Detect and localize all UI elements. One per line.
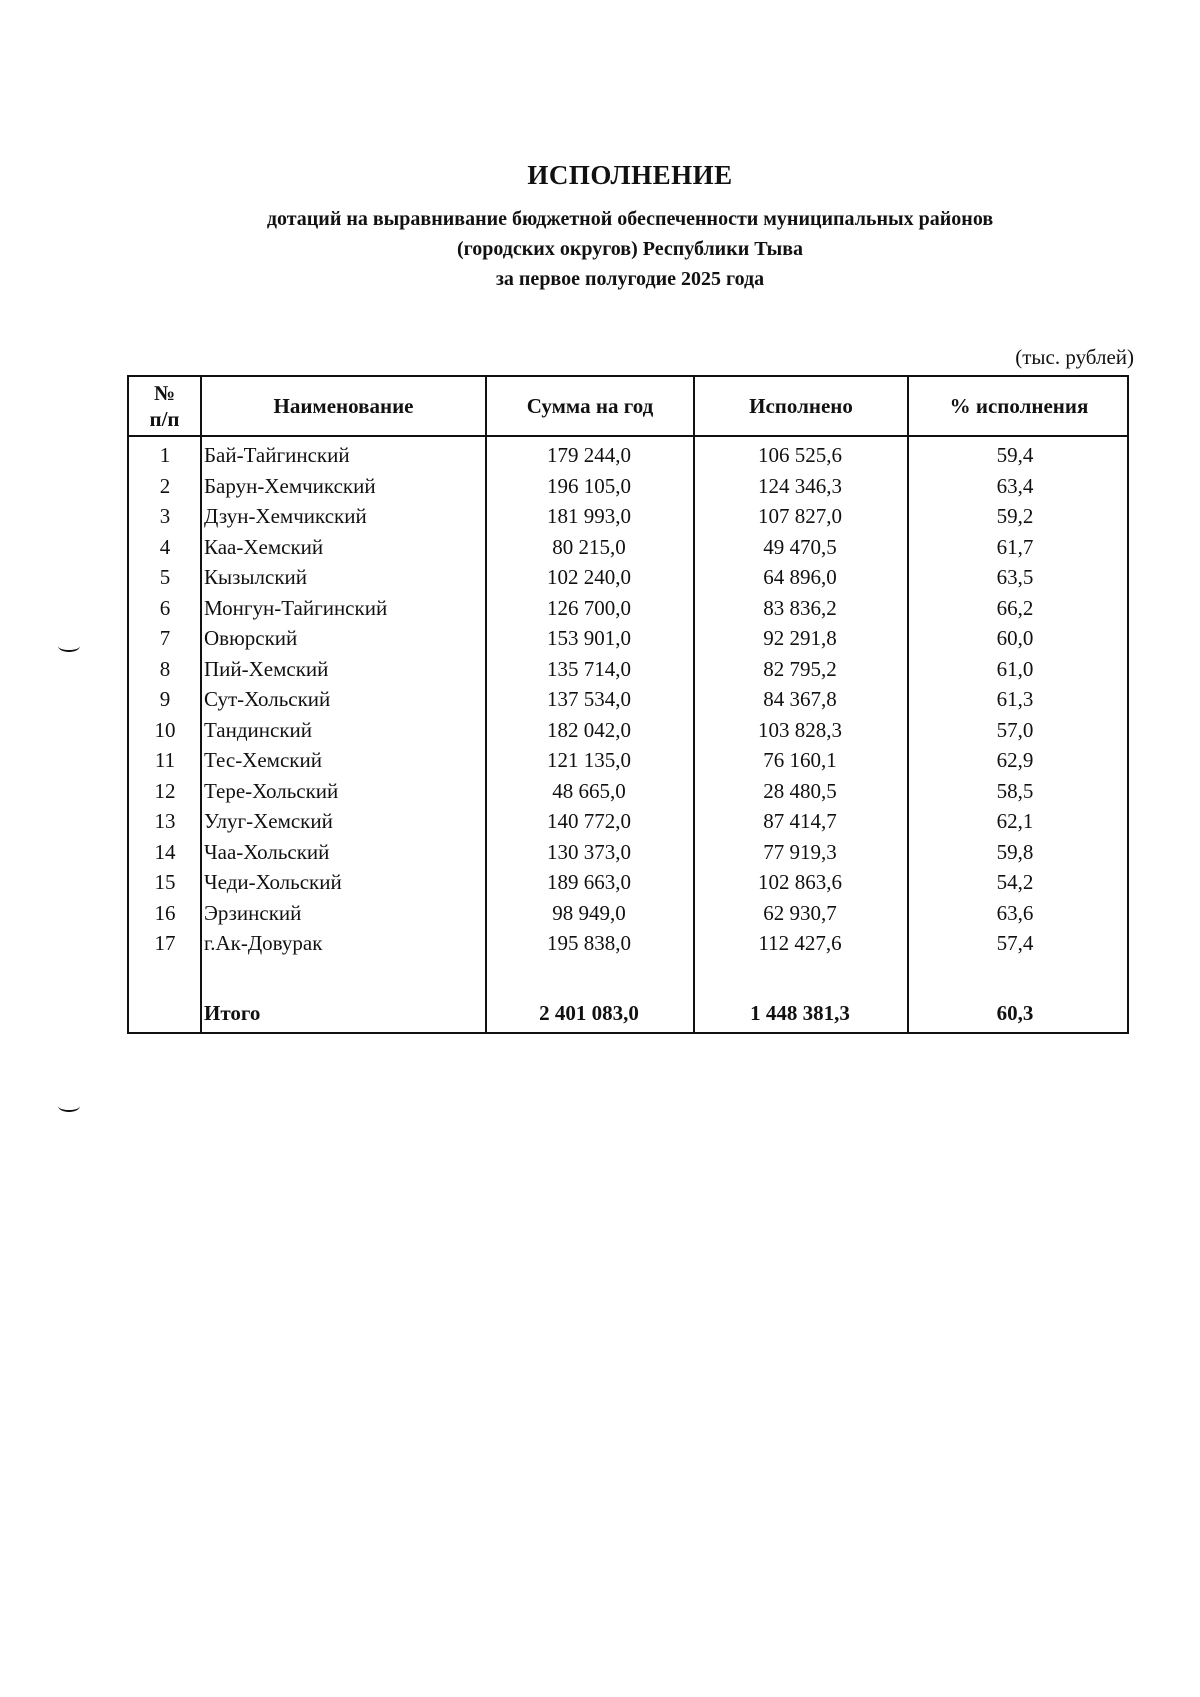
row-sum: 80 215,0: [552, 534, 626, 559]
row-pct: 63,4: [996, 473, 1034, 498]
row-done: 62 930,7: [763, 900, 837, 925]
row-number: 6: [159, 595, 171, 620]
row-pct: 59,8: [996, 839, 1034, 864]
table-row: [129, 805, 1127, 837]
row-name: Тес-Хемский: [204, 748, 322, 772]
table-row: [129, 561, 1127, 593]
row-done: 49 470,5: [763, 534, 837, 559]
row-sum: 48 665,0: [552, 778, 626, 803]
table-row: [129, 500, 1127, 532]
row-pct: 61,0: [996, 656, 1034, 681]
row-done: 92 291,8: [763, 626, 837, 650]
table-row: [129, 531, 1127, 563]
row-name: г.Ак-Довурак: [204, 931, 323, 955]
margin-mark: [58, 1100, 80, 1112]
row-number: 7: [159, 626, 171, 650]
row-number: 13: [154, 809, 176, 833]
header-number: [129, 377, 200, 435]
row-done: 64 896,0: [763, 565, 837, 589]
row-pct: 63,6: [996, 900, 1034, 925]
row-done: 112 427,6: [758, 931, 842, 955]
row-pct: 62,1: [996, 809, 1034, 833]
table-row: [129, 439, 1127, 471]
row-name: Бай-Тайгинский: [204, 443, 350, 467]
row-number: 4: [159, 534, 171, 559]
row-sum: 196 105,0: [547, 473, 631, 498]
total-done: 1 448 381,3: [750, 1001, 850, 1025]
row-done: 102 863,6: [758, 870, 842, 894]
row-done: 106 525,6: [758, 443, 842, 467]
table-row: [129, 653, 1127, 685]
row-number: 14: [154, 839, 176, 864]
table-row: [129, 836, 1127, 868]
row-sum: 98 949,0: [552, 900, 626, 925]
table-row: [129, 866, 1127, 898]
row-pct: 58,5: [996, 778, 1034, 803]
row-number: 3: [159, 504, 171, 528]
header-number-line2: п/п: [149, 407, 180, 431]
row-sum: 135 714,0: [547, 656, 631, 681]
row-sum: 153 901,0: [547, 626, 631, 650]
row-pct: 57,4: [996, 931, 1034, 955]
row-done: 28 480,5: [763, 778, 837, 803]
table-row: [129, 592, 1127, 624]
row-sum: 121 135,0: [547, 748, 631, 772]
row-pct: 62,9: [996, 748, 1034, 772]
total-row: [129, 997, 1127, 1029]
row-pct: 61,7: [996, 534, 1034, 559]
total-pct: 60,3: [996, 1001, 1034, 1025]
header-sum: Сумма на год: [526, 393, 654, 418]
row-pct: 54,2: [996, 870, 1034, 894]
row-done: 107 827,0: [758, 504, 842, 528]
table-row: [129, 897, 1127, 929]
row-done: 82 795,2: [763, 656, 837, 681]
row-name: Дзун-Хемчикский: [204, 504, 367, 528]
row-name: Сут-Хольский: [204, 687, 331, 711]
row-sum: 181 993,0: [547, 504, 631, 528]
row-done: 84 367,8: [763, 687, 837, 711]
table-row: [129, 744, 1127, 776]
row-pct: 59,4: [996, 443, 1034, 467]
document-subtitle-line-2: (городских округов) Республики Тыва: [456, 238, 804, 260]
row-name: Монгун-Тайгинский: [204, 595, 388, 620]
header-number-line1: №: [153, 381, 176, 405]
row-sum: 195 838,0: [547, 931, 631, 955]
row-number: 16: [154, 900, 176, 925]
row-pct: 66,2: [996, 595, 1034, 620]
table-row: [129, 927, 1127, 959]
row-name: Тере-Хольский: [204, 778, 339, 803]
row-pct: 63,5: [996, 565, 1034, 589]
table-row: [129, 775, 1127, 807]
row-pct: 57,0: [996, 717, 1034, 742]
row-number: 10: [154, 717, 176, 742]
row-sum: 126 700,0: [547, 595, 631, 620]
header-divider: [129, 435, 1127, 437]
row-number: 2: [159, 473, 171, 498]
execution-table: [127, 375, 1129, 1034]
table-row: [129, 622, 1127, 654]
units-label: (тыс. рублей): [1015, 345, 1134, 369]
row-number: 11: [154, 748, 176, 772]
row-done: 103 828,3: [758, 717, 842, 742]
total-sum: 2 401 083,0: [539, 1001, 639, 1025]
row-name: Овюрский: [204, 626, 298, 650]
document-title: ИСПОЛНЕНИЕ: [527, 160, 733, 190]
row-sum: 130 373,0: [547, 839, 631, 864]
row-sum: 140 772,0: [547, 809, 631, 833]
row-name: Чаа-Хольский: [204, 839, 330, 864]
row-name: Каа-Хемский: [204, 534, 324, 559]
row-number: 1: [159, 443, 171, 467]
row-pct: 61,3: [996, 687, 1034, 711]
row-sum: 189 663,0: [547, 870, 631, 894]
margin-mark: [58, 640, 80, 652]
row-sum: 102 240,0: [547, 565, 631, 589]
table-row: [129, 714, 1127, 746]
header-name: Наименование: [273, 393, 414, 418]
row-pct: 59,2: [996, 504, 1034, 528]
row-number: 12: [154, 778, 176, 803]
row-done: 87 414,7: [763, 809, 837, 833]
row-name: Эрзинский: [204, 900, 302, 925]
row-name: Тандинский: [204, 717, 313, 742]
header-done: Исполнено: [749, 393, 853, 418]
row-name: Кызылский: [204, 565, 308, 589]
row-number: 8: [159, 656, 171, 681]
row-sum: 182 042,0: [547, 717, 631, 742]
row-number: 17: [154, 931, 176, 955]
row-sum: 137 534,0: [547, 687, 631, 711]
document-subtitle-line-1: дотаций на выравнивание бюджетной обеспеченности муниципальных районов: [266, 208, 994, 230]
table-row: [129, 683, 1127, 715]
document-subtitle-line-3: за первое полугодие 2025 года: [495, 268, 765, 290]
row-pct: 60,0: [996, 626, 1034, 650]
row-name: Улуг-Хемский: [204, 809, 333, 833]
row-name: Чеди-Хольский: [204, 870, 342, 894]
row-done: 77 919,3: [763, 839, 837, 864]
row-sum: 179 244,0: [547, 443, 631, 467]
row-done: 83 836,2: [763, 595, 837, 620]
row-done: 124 346,3: [758, 473, 842, 498]
row-number: 15: [154, 870, 176, 894]
row-name: Барун-Хемчикский: [204, 473, 376, 498]
header-pct: % исполнения: [949, 393, 1089, 418]
row-name: Пий-Хемский: [204, 656, 329, 681]
total-label: Итого: [204, 1001, 261, 1025]
row-number: 5: [159, 565, 171, 589]
row-done: 76 160,1: [763, 748, 837, 772]
table-row: [129, 470, 1127, 502]
row-number: 9: [159, 687, 171, 711]
